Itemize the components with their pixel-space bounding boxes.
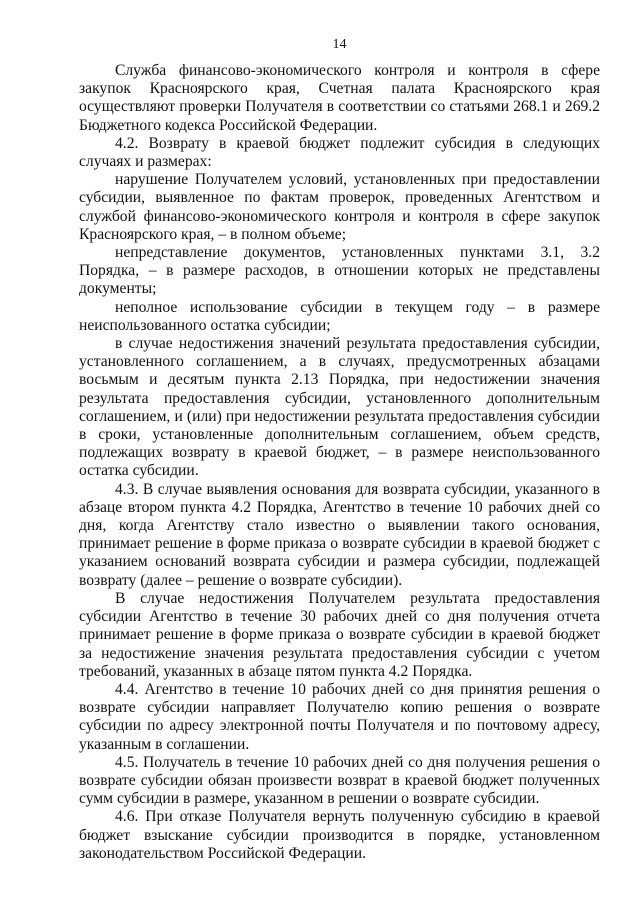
paragraph-4-3-second: В случае недостижения Получателем результата предоставления субсидии Агентство в течение 30 рабочих дней со дня получения отчета принимает решение в форме приказа о возврате субсидии в краевой бюджет за недостижение значения результата предоставления субсидии с учетом требований, указанных в абзаце пятом пункта 4.2 Порядка. bbox=[79, 589, 600, 680]
paragraph-4-4: 4.4. Агентство в течение 10 рабочих дней со дня принятия решения о возврате субсидии направляет Получателю копию решения о возврате субсидии по адресу электронной почты Получателя и по почтовому адресу, указанным в соглашении. bbox=[79, 680, 600, 753]
paragraph-4-6: 4.6. При отказе Получателя вернуть полученную субсидию в краевой бюджет взыскание субсидии производится в порядке, установленном законодательством Российской Федерации. bbox=[79, 808, 600, 862]
paragraph-4-2: 4.2. Возврату в краевой бюджет подлежит субсидия в следующих случаях и размерах: bbox=[79, 134, 600, 171]
paragraph-4-5: 4.5. Получатель в течение 10 рабочих дней со дня получения решения о возврате субсидии обязан произвести возврат в краевой бюджет полученных сумм субсидии в размере, указанном в решении о возврате субсидии. bbox=[79, 753, 600, 808]
paragraph-4-2-case-1: нарушение Получателем условий, установленных при предоставлении субсидии, выявленное по фактам проверок, проведенных Агентством и службой финансово-экономического контроля и контроля в сфере закупок Красноярского края, – в полном объеме; bbox=[79, 171, 600, 243]
paragraph-1-continuation: Служба финансово-экономического контроля и контроля в сфере закупок Красноярского края, Счетная палата Красноярского края осуществляют проверки Получателя в соответствии со статьями 268.1 и 269.2 Бюджетного кодекса Российской Федерации. bbox=[79, 62, 600, 134]
page-number: 14 bbox=[332, 37, 347, 52]
document-body bbox=[79, 62, 600, 863]
paragraph-4-2-case-4: в случае недостижения значений результата предоставления субсидии, установленного соглашением, а в случаях, предусмотренных абзацами восьмым и десятым пункта 2.13 Порядка, при недостижении значения результата предоставления субсидии, установленного дополнительным соглашением, и (или) при недостижении результата предоставления субсидии в сроки, установленные дополнительным соглашением, объем средств, подлежащих возврату в краевой бюджет, – в размере неиспользованного остатка субсидии. bbox=[79, 335, 600, 480]
paragraph-4-3: 4.3. В случае выявления основания для возврата субсидии, указанного в абзаце втором пункта 4.2 Порядка, Агентство в течение 10 рабочих дней со дня, когда Агентству стало известно о выявлении такого основания, принимает решение в форме приказа о возврате субсидии в краевой бюджет с указанием оснований возврата субсидии и размера субсидии, подлежащей возврату (далее – решение о возврате субсидии). bbox=[79, 480, 600, 589]
paragraph-4-2-case-3: неполное использование субсидии в текущем году – в размере неиспользованного остатка субсидии; bbox=[79, 298, 600, 334]
paragraph-4-2-case-2: непредставление документов, установленных пунктами 3.1, 3.2 Порядка, – в размере расходов, в отношении которых не представлены документы; bbox=[79, 244, 600, 298]
